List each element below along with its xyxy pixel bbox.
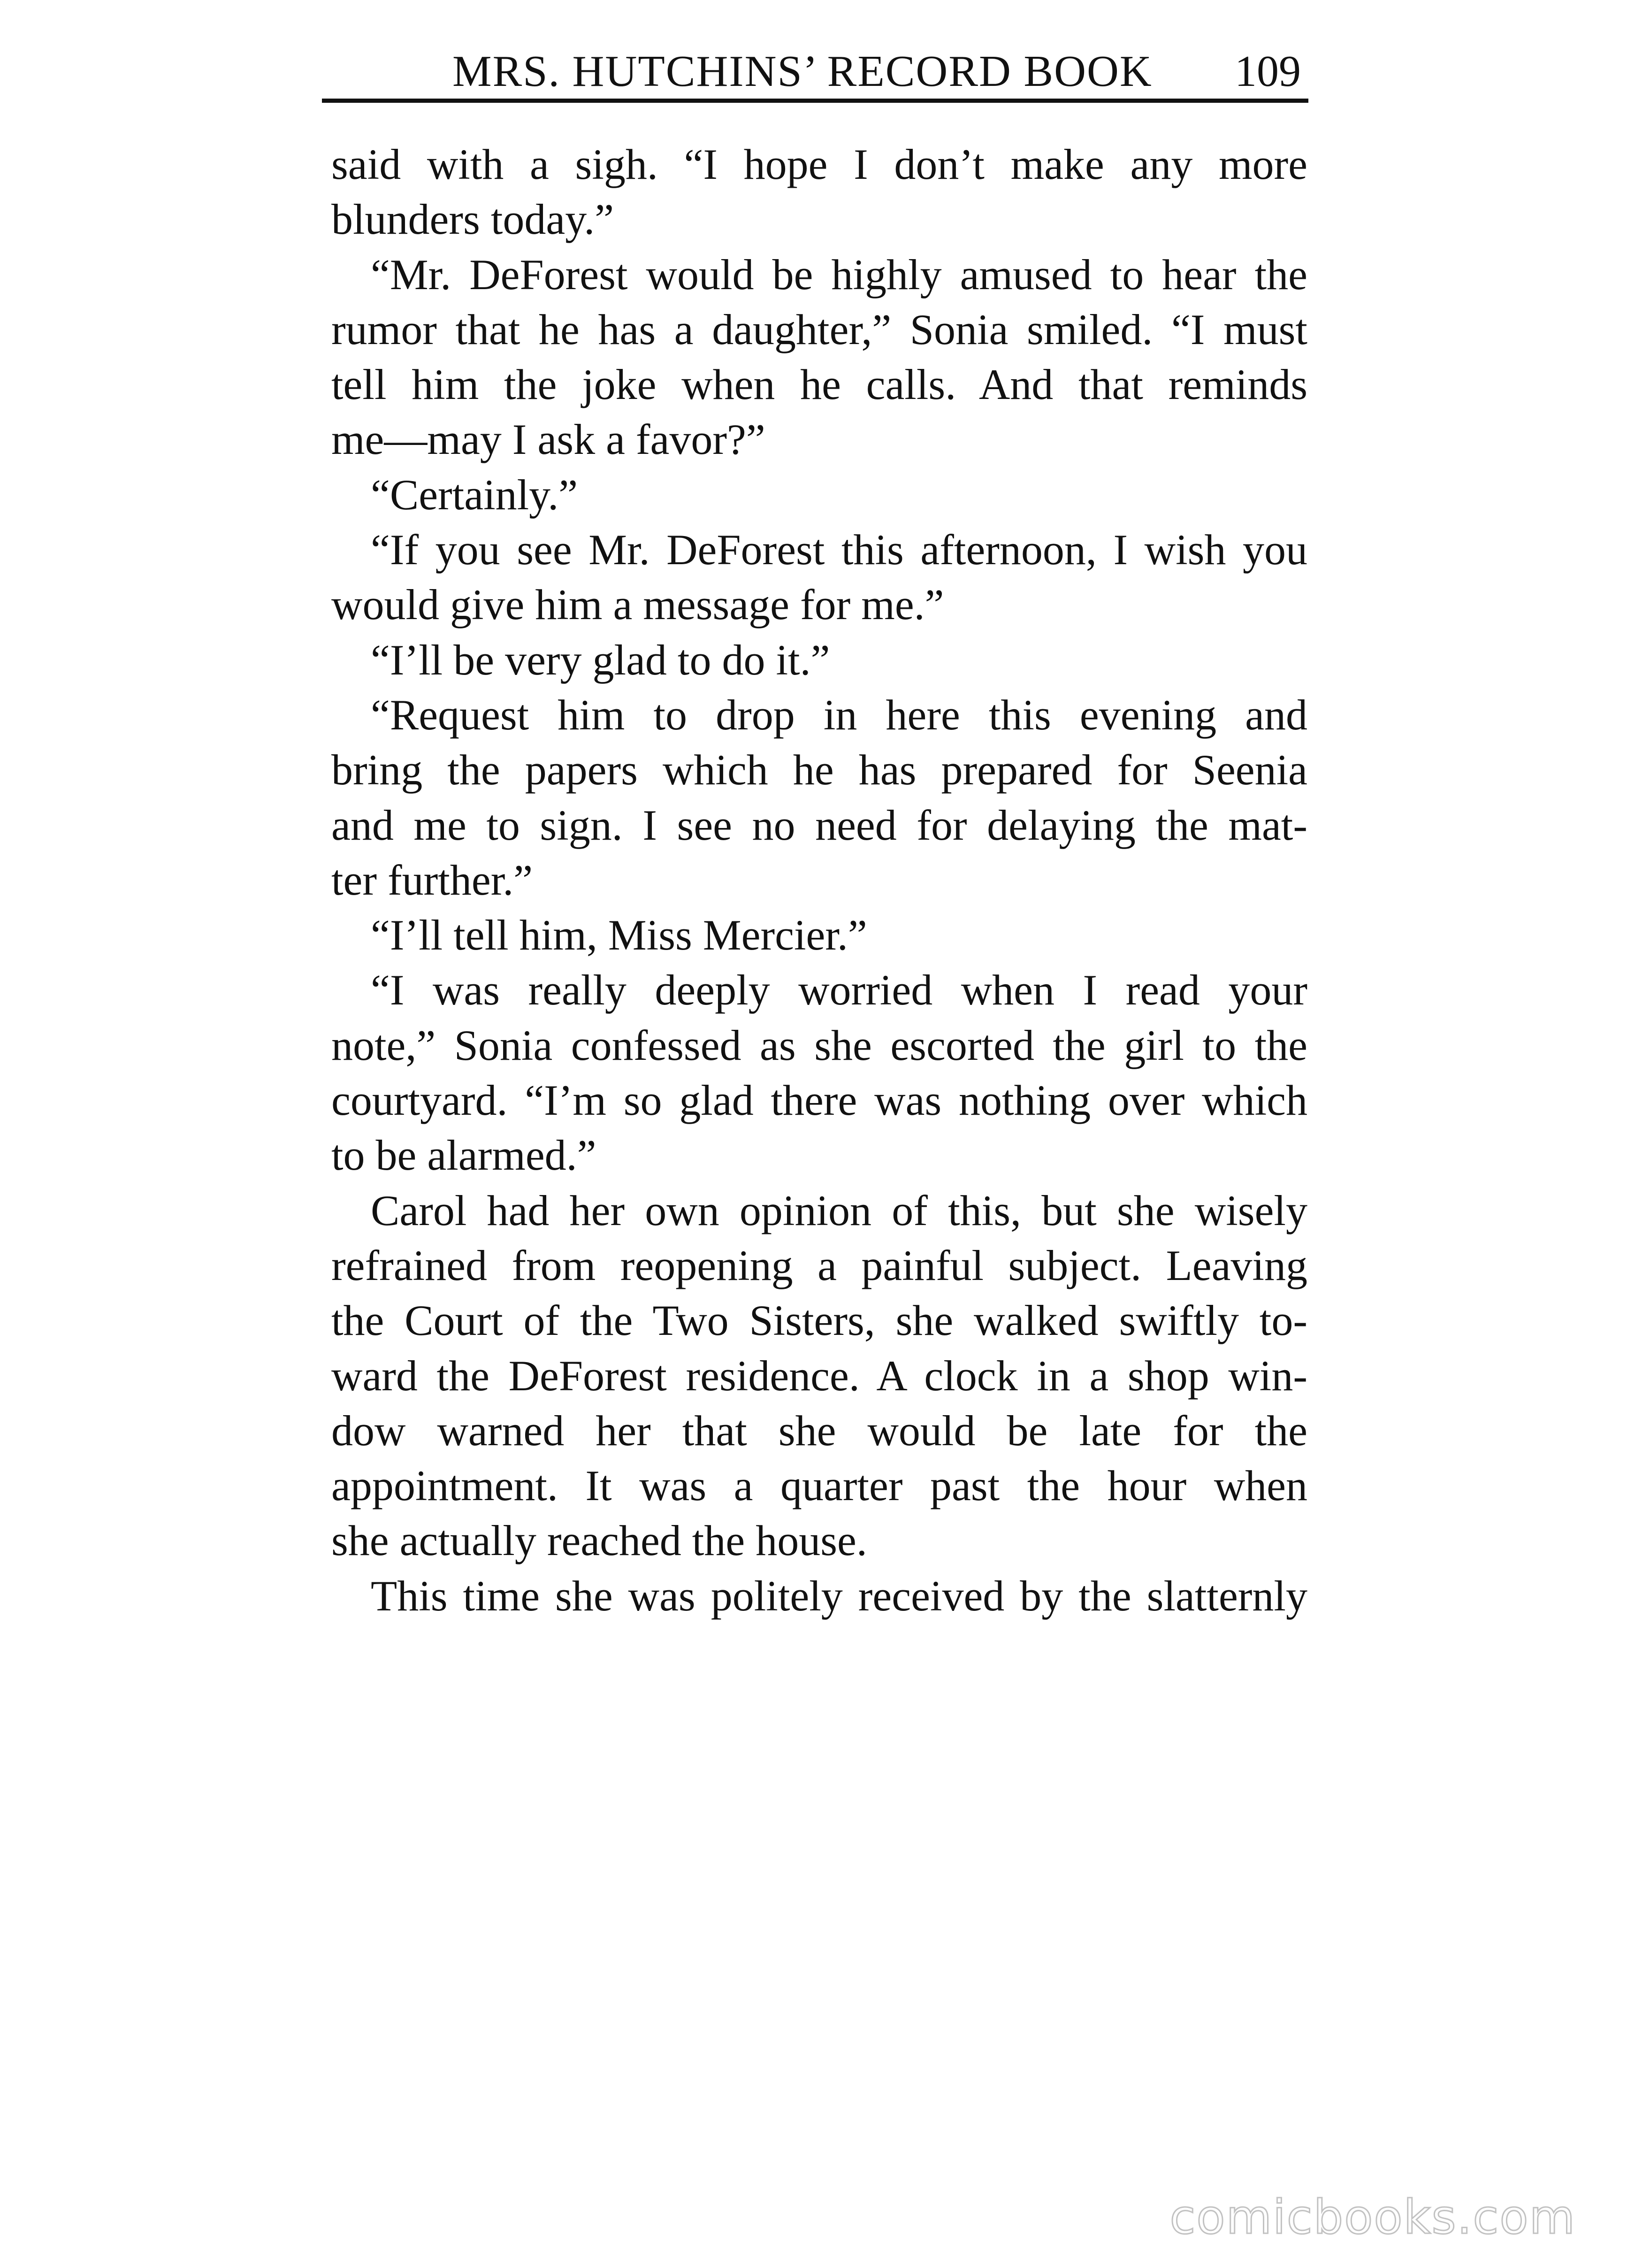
header-rule (322, 99, 1308, 103)
text-line: “Request him to drop in here this evening and (371, 690, 1307, 739)
text-line: the Court of the Two Sisters, she walked swiftly to- (331, 1296, 1307, 1345)
text-line: said with a sigh. “I hope I don’t make any more (331, 140, 1307, 188)
watermark: comicbooks.com (1169, 2190, 1576, 2245)
text-line: rumor that he has a daughter,” Sonia smiled. “I must (331, 305, 1307, 353)
text-line: refrained from reopening a painful subject. Leaving (331, 1241, 1307, 1289)
text-line: “I’ll be very glad to do it.” (371, 636, 830, 684)
page-number: 109 (1235, 47, 1301, 96)
text-line: and me to sign. I see no need for delaying the mat- (331, 801, 1307, 849)
text-line: This time she was politely received by the slatternly (371, 1571, 1307, 1620)
page-header (322, 38, 1308, 104)
text-line: note,” Sonia confessed as she escorted the girl to the (331, 1021, 1307, 1069)
text-line: dow warned her that she would be late for the (331, 1406, 1307, 1455)
text-line: tell him the joke when he calls. And that reminds (331, 360, 1307, 409)
text-line: courtyard. “I’m so glad there was nothing over which (331, 1076, 1307, 1125)
text-line: bring the papers which he has prepared for Seenia (331, 746, 1307, 794)
text-line: would give him a message for me.” (331, 581, 944, 629)
text-line: “I’ll tell him, Miss Mercier.” (371, 911, 867, 959)
text-line: appointment. It was a quarter past the hour when (331, 1462, 1307, 1510)
text-line: “I was really deeply worried when I read your (371, 966, 1307, 1014)
text-line: me—may I ask a favor?” (331, 415, 765, 464)
text-line: Carol had her own opinion of this, but she wisely (371, 1186, 1307, 1234)
text-line: “Certainly.” (371, 470, 578, 519)
body-text (331, 137, 1307, 1624)
text-line: ter further.” (331, 856, 533, 904)
text-line: “Mr. DeForest would be highly amused to hear the (371, 250, 1307, 299)
text-line: ward the DeForest residence. A clock in a shop win- (331, 1351, 1307, 1400)
running-head: MRS. HUTCHINS’ RECORD BOOK (452, 47, 1153, 96)
text-line: blunders today.” (331, 195, 614, 244)
text-line: to be alarmed.” (331, 1131, 596, 1180)
text-line: she actually reached the house. (331, 1517, 867, 1565)
text-line: “If you see Mr. DeForest this afternoon, I wish you (371, 526, 1307, 574)
